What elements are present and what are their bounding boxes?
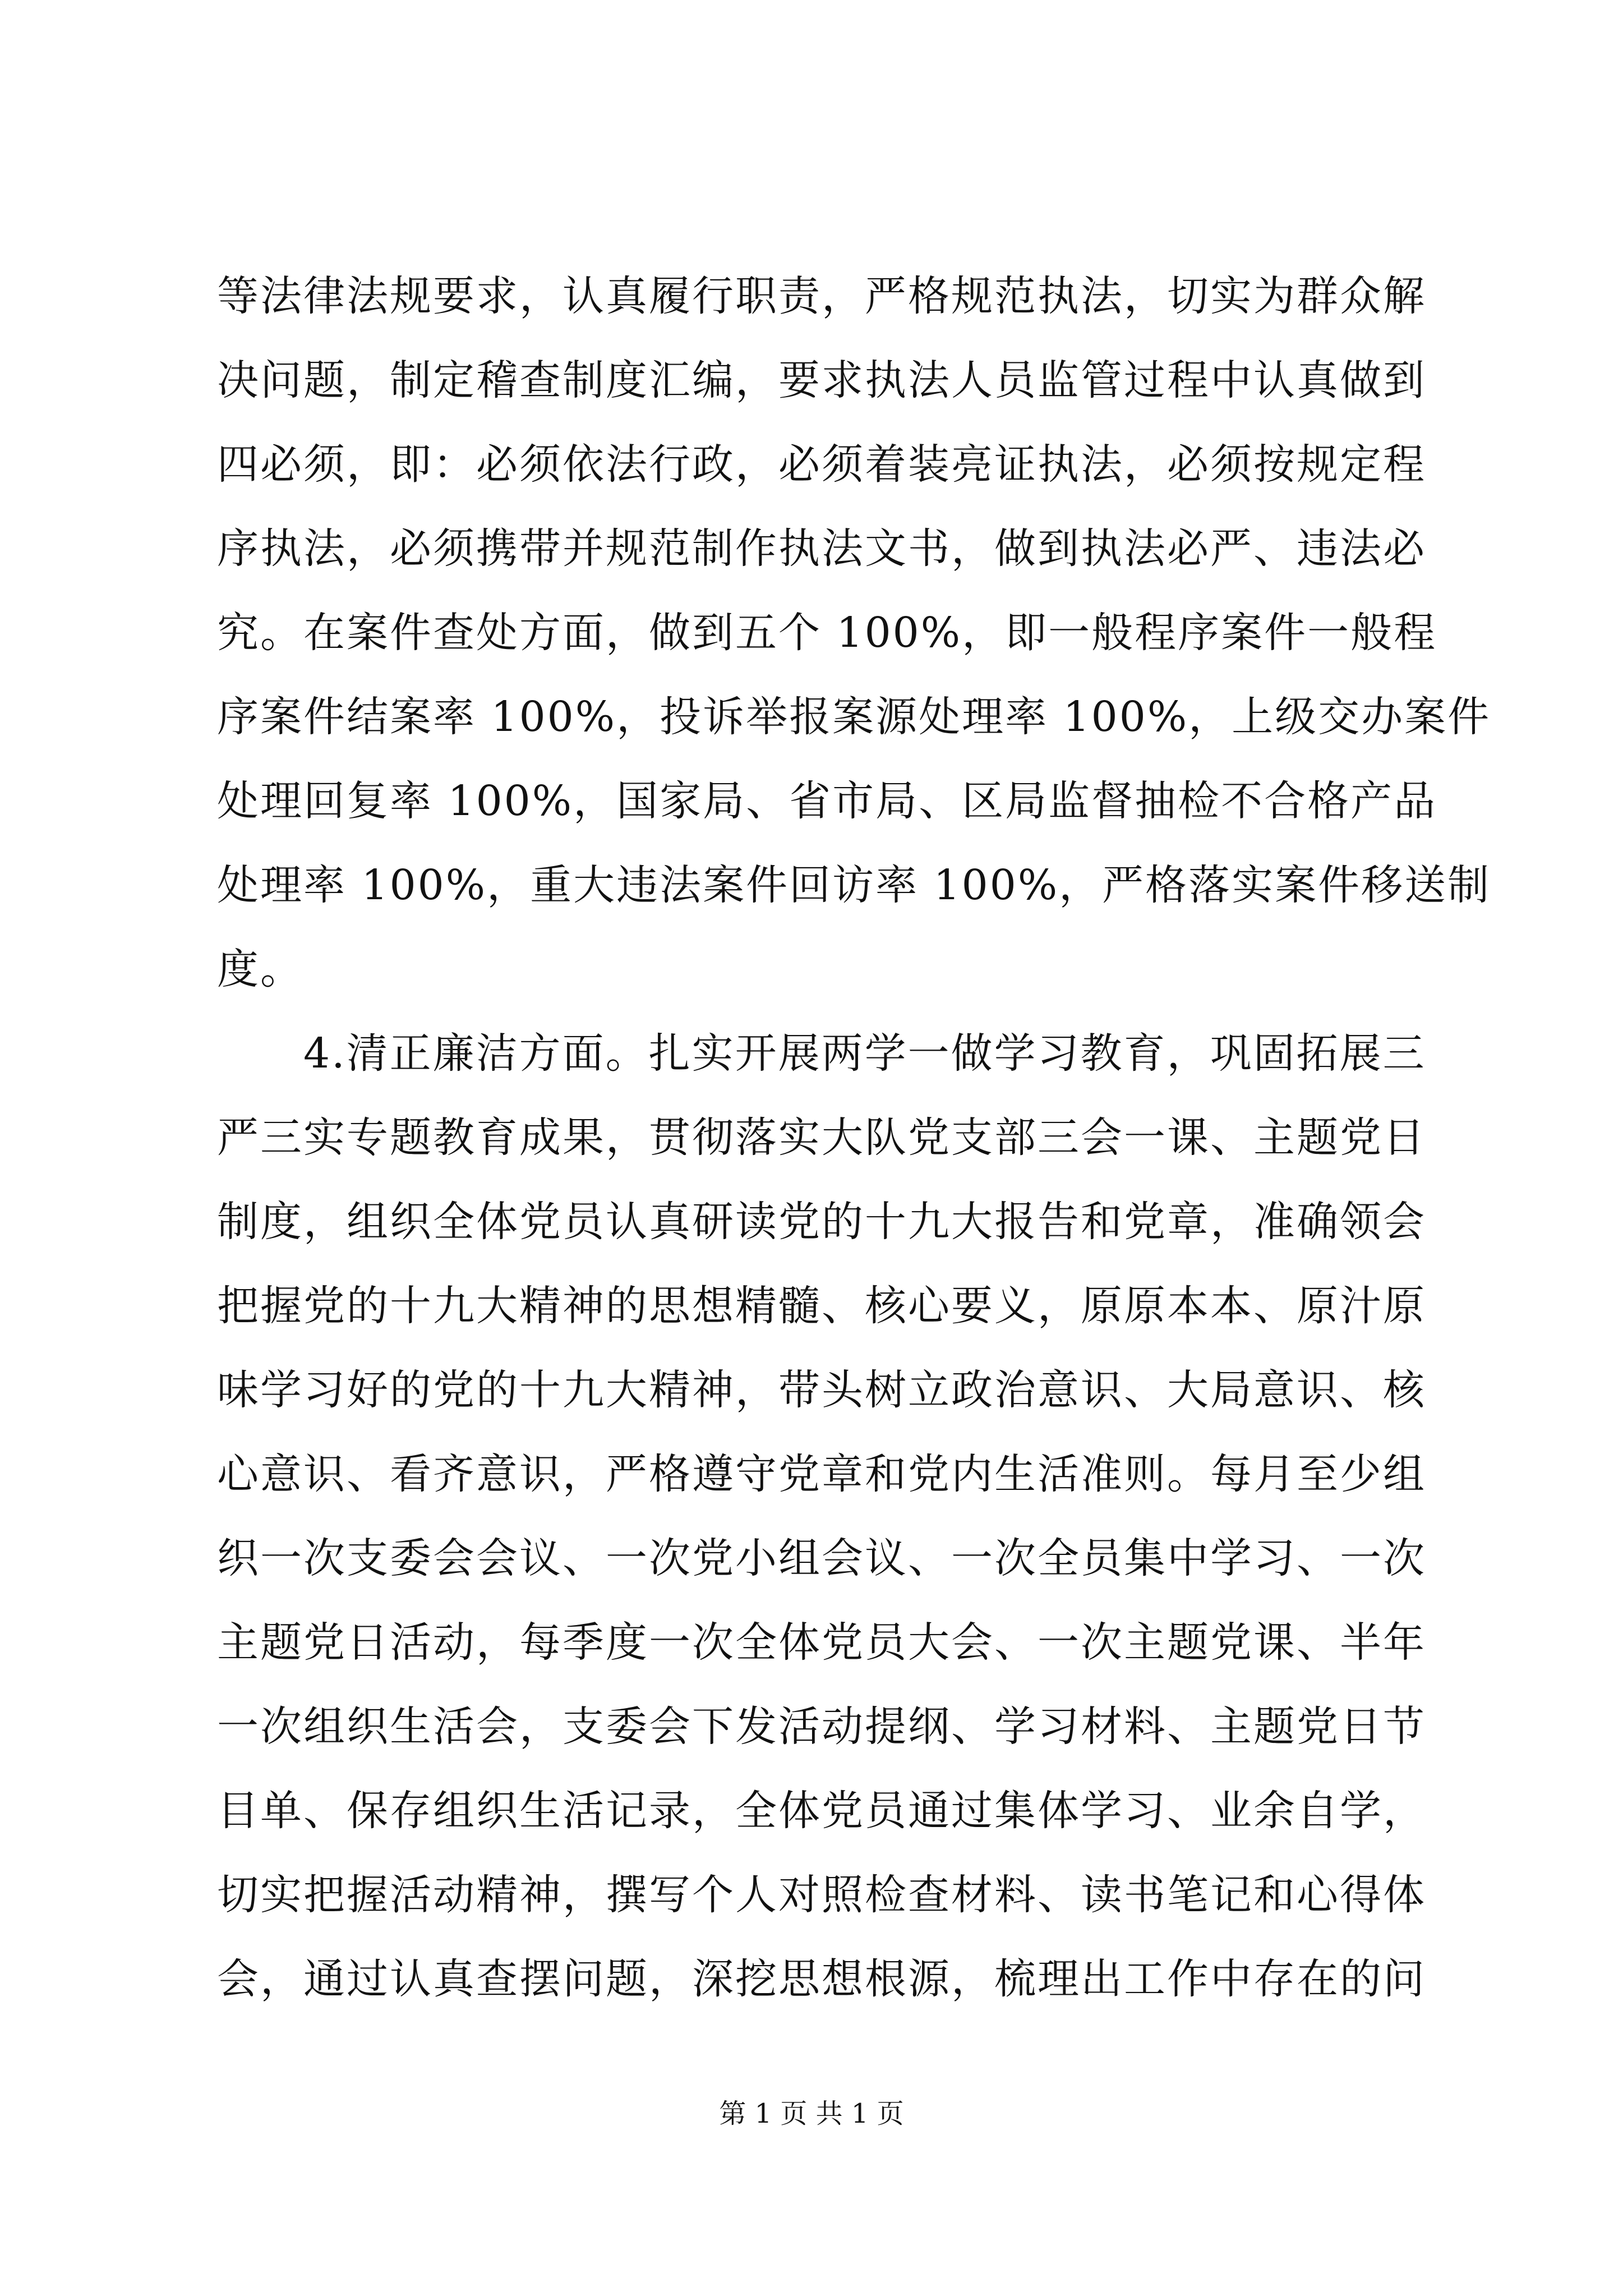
text-line: 严三实专题教育成果，贯彻落实大队党支部三会一课、主题党日 [217, 1114, 1426, 1162]
text-line: 四必须，即：必须依法行政，必须着装亮证执法，必须按规定程 [217, 440, 1426, 489]
page-footer [0, 2097, 1623, 2131]
text-line: 决问题，制定稽查制度汇编，要求执法人员监管过程中认真做到 [217, 356, 1426, 404]
text-line: 处理回复率 100%，国家局、省市局、区局监督抽检不合格产品 [217, 777, 1437, 825]
text-line: 一次组织生活会，支委会下发活动提纲、学习材料、主题党日节 [217, 1703, 1426, 1751]
text-line: 目单、保存组织生活记录，全体党员通过集体学习、业余自学， [217, 1787, 1426, 1835]
text-line: 味学习好的党的十九大精神，带头树立政治意识、大局意识、核 [217, 1366, 1426, 1414]
text-line: 把握党的十九大精神的思想精髓、核心要义，原原本本、原汁原 [217, 1282, 1426, 1330]
text-line: 会，通过认真查摆问题，深挖思想根源，梳理出工作中存在的问 [217, 1955, 1426, 2003]
page-number-label: 第 1 页 共 1 页 [719, 2098, 904, 2129]
text-line: 度。 [217, 945, 303, 993]
text-line: 制度，组织全体党员认真研读党的十九大报告和党章，准确领会 [217, 1198, 1426, 1246]
text-line: 序执法，必须携带并规范制作执法文书，做到执法必严、违法必 [217, 524, 1426, 573]
text-line: 序案件结案率 100%，投诉举报案源处理率 100%，上级交办案件 [217, 693, 1491, 741]
text-line: 主题党日活动，每季度一次全体党员大会、一次主题党课、半年 [217, 1618, 1426, 1667]
text-line: 织一次支委会会议、一次党小组会议、一次全员集中学习、一次 [217, 1534, 1426, 1582]
body-text [217, 254, 1491, 2021]
text-line: 究。在案件查处方面，做到五个 100%，即一般程序案件一般程 [217, 609, 1437, 657]
text-line: 切实把握活动精神，撰写个人对照检查材料、读书笔记和心得体 [217, 1871, 1426, 1919]
text-line: 处理率 100%，重大违法案件回访率 100%，严格落实案件移送制 [217, 861, 1491, 909]
text-line: 心意识、看齐意识，严格遵守党章和党内生活准则。每月至少组 [217, 1450, 1426, 1498]
paragraph-start-line: 4.清正廉洁方面。扎实开展两学一做学习教育，巩固拓展三 [217, 1029, 1426, 1078]
text-line: 等法律法规要求，认真履行职责，严格规范执法，切实为群众解 [217, 272, 1426, 320]
